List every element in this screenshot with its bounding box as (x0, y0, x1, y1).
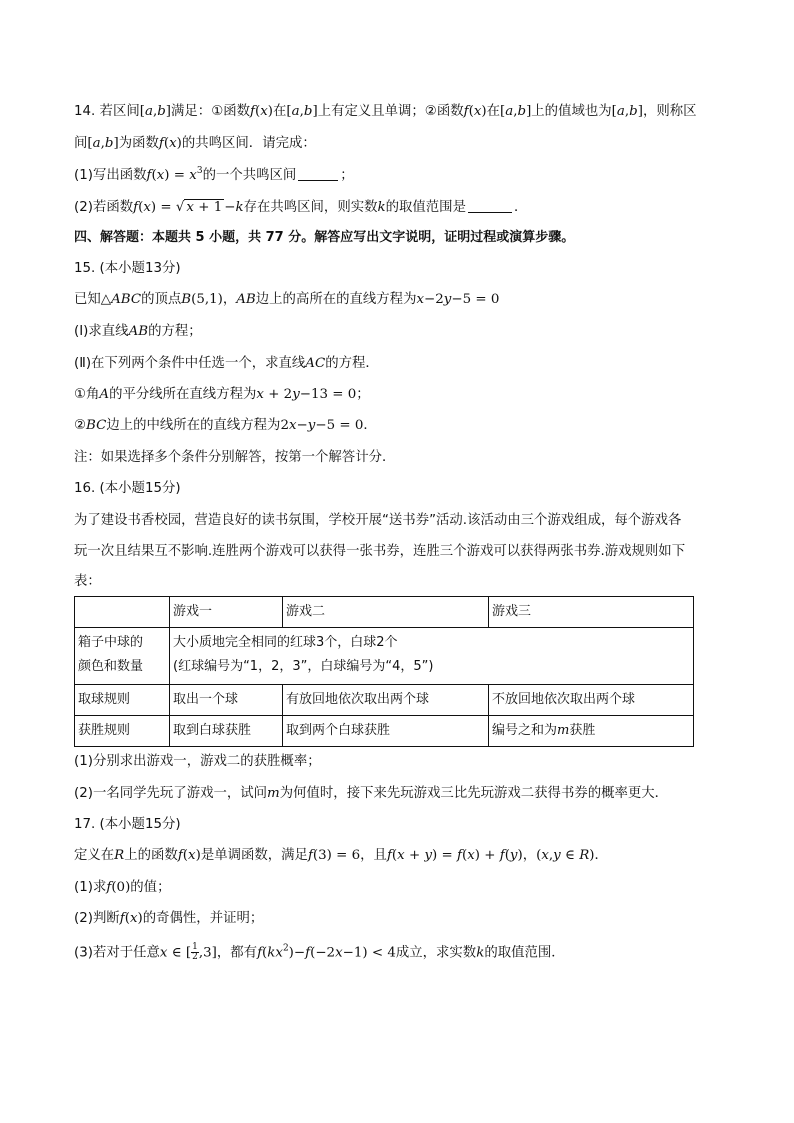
text: 是单调函数，满足 (200, 848, 308, 863)
text: 存在共鸣区间，则实数 (243, 200, 378, 215)
table-row (75, 716, 694, 747)
q17-stem: 定义在R上的函数f(x)是单调函数，满足f(3) = 6，且f(x + y) = f(x) + f(y)，(x,y ∈ R)． (74, 848, 608, 863)
text: 满足：①函数 (171, 104, 250, 119)
table-cell: 取球规则 (75, 685, 170, 716)
text: 的值； (130, 880, 171, 895)
text: 在 (273, 104, 287, 119)
text: ，都有 (216, 945, 258, 961)
text: 边上的高所在的直线方程为 (255, 292, 417, 307)
text: ，则称区 (642, 104, 697, 119)
table-cell (75, 597, 170, 628)
text: 的平分线所在直线方程为 (109, 387, 257, 402)
q16-part-2: (2)一名同学先玩了游戏一，试问m为何值时，接下来先玩游戏三比先玩游戏二获得书券的概率更大． (74, 786, 669, 801)
text: 的一个共鸣区间 (202, 168, 297, 183)
text: ， (222, 292, 237, 307)
table-cell: 取到白球获胜 (170, 716, 283, 747)
text: 编号之和为 (492, 723, 558, 738)
text: 的共鸣区间．请完成： (181, 136, 316, 151)
q16-stem-3: 表： (74, 574, 101, 589)
q14-line-1: 14. 若区间[a,b]满足：①函数f(x)在[a,b]上有定义且单调；②函数f(x)在[a,b]上的值域也为[a,b]，则称区 (74, 104, 697, 119)
table-row (75, 628, 694, 685)
text: 定义在 (74, 848, 115, 863)
q15-stem: 已知△ABC的顶点B(5,1)，AB边上的高所在的直线方程为x−2y−5 = 0 (74, 292, 500, 307)
q16-stem-1: 为了建设书香校园，营造良好的读书氛围，学校开展“送书券”活动.该活动由三个游戏组成，每个游戏各 (74, 513, 682, 528)
q15-header: 15. (本小题13分) (74, 261, 181, 276)
text: (红球编号为“1，2，3”，白球编号为“4，5”) (173, 659, 434, 674)
text: 的顶点 (141, 292, 182, 307)
table-cell: 不放回地依次取出两个球 (489, 685, 694, 716)
text: ② (74, 418, 87, 433)
text: 成立，求实数 (395, 945, 477, 961)
text: 在 (486, 104, 500, 119)
table-header-cell: 游戏一 (170, 597, 283, 628)
q15-part-2: (Ⅱ)在下列两个条件中任选一个，求直线AC的方程． (74, 356, 379, 371)
text: 大小质地完全相同的红球3个，白球2个 (173, 635, 398, 650)
table-row (75, 685, 694, 716)
q14-part-2: (2)若函数f(x) = √ x + 1 −k存在共鸣区间，则实数k的取值范围是 ． (74, 200, 528, 215)
text: ，且 (360, 848, 387, 863)
text: 的方程． (325, 356, 379, 371)
text: (2)若函数 (74, 200, 134, 215)
game-rules-table (74, 596, 694, 747)
table-cell (170, 628, 694, 685)
text: (1)写出函数 (74, 168, 147, 183)
text: 为何值时，接下来先玩游戏三比先玩游戏二获得书券的概率更大． (279, 786, 669, 801)
table-cell: 取出一个球 (170, 685, 283, 716)
answer-blank (298, 166, 338, 181)
q14-part-1: (1)写出函数$f(x) = x^3$的一个共鸣区间 ； (74, 166, 354, 183)
text: 间 (74, 136, 88, 151)
table-header-cell: 游戏二 (283, 597, 489, 628)
text: (Ⅱ)在下列两个条件中任选一个，求直线 (74, 356, 306, 371)
q15-part-1: (Ⅰ)求直线AB的方程； (74, 324, 202, 339)
text: 已知 (74, 292, 101, 307)
q17-header: 17. (本小题15分) (74, 817, 181, 832)
text: 为函数 (118, 136, 159, 151)
text: ； (356, 387, 370, 402)
q15-note: 注：如果选择多个条件分别解答，按第一个解答计分． (74, 450, 396, 465)
text: ． (594, 848, 608, 863)
text: 边上的中线所在的直线方程为 (106, 418, 281, 433)
text: 上的值域也为 (531, 104, 612, 119)
text: ． (363, 418, 377, 433)
text: (1)求 (74, 880, 107, 895)
text: 的方程； (148, 324, 202, 339)
text: 的奇偶性，并证明； (142, 911, 264, 926)
text: 的取值范围是 (385, 200, 466, 215)
table-cell: 取到两个白球获胜 (283, 716, 489, 747)
text: ①角 (74, 387, 100, 402)
table-cell: 获胜规则 (75, 716, 170, 747)
table-header-cell: 游戏三 (489, 597, 694, 628)
text: 箱子中球的 (78, 635, 144, 650)
q15-condition-1: ①角A的平分线所在直线方程为x + 2y−13 = 0； (74, 387, 370, 402)
table-cell: 编号之和为m获胜 (489, 716, 694, 747)
q16-part-1: (1)分别求出游戏一，游戏二的获胜概率； (74, 754, 321, 769)
table-cell: 有放回地依次取出两个球 (283, 685, 489, 716)
q15-condition-2: ②BC边上的中线所在的直线方程为2x−y−5 = 0． (74, 418, 377, 433)
text: 的取值范围． (484, 945, 565, 961)
text: (2)一名同学先玩了游戏一，试问 (74, 786, 268, 801)
q16-stem-2: 玩一次且结果互不影响.连胜两个游戏可以获得一张书券，连胜三个游戏可以获得两张书券.游戏规则如下 (74, 544, 686, 559)
text: 上有定义且单调；②函数 (317, 104, 464, 119)
q17-part-2: (2)判断f(x)的奇偶性，并证明； (74, 911, 264, 926)
answer-blank (468, 198, 512, 213)
table-cell (75, 628, 170, 685)
text: (3)若对于任意 (74, 945, 160, 961)
text: 获胜 (569, 723, 596, 738)
q16-header: 16. (本小题15分) (74, 481, 181, 496)
q17-part-1: (1)求f(0)的值； (74, 880, 171, 895)
q17-part-3: (3)若对于任意x ∈ [ $\frac{1}{2}$ ,3]，都有$f(kx^2)-f(-2x-1) < 4$成立，求实数k的取值范围． (74, 942, 565, 962)
text: 14. 若区间 (74, 104, 140, 119)
text: 上的函数 (124, 848, 178, 863)
text: (2)判断 (74, 911, 120, 926)
table-row (75, 597, 694, 628)
text: ； (340, 168, 354, 183)
q14-line-2: 间[a,b]为函数f(x)的共鸣区间．请完成： (74, 136, 316, 151)
text: ． (513, 200, 528, 215)
text: (Ⅰ)求直线 (74, 324, 129, 339)
text: 颜色和数量 (78, 659, 144, 674)
section-heading: 四、解答题：本题共 5 小题，共 77 分。解答应写出文字说明，证明过程或演算步骤。 (74, 230, 575, 245)
